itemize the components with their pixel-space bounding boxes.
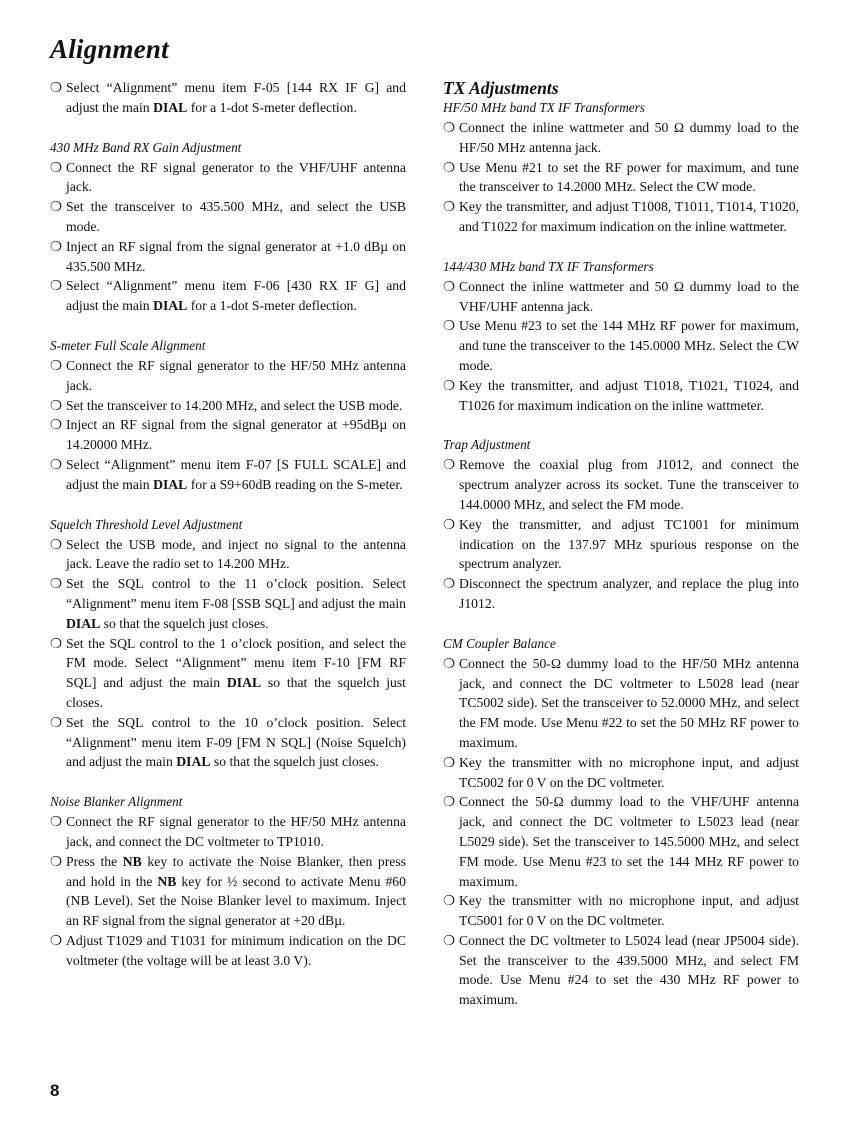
item-text [66,636,406,710]
checkbox-circle-icon: ❍ [443,377,456,393]
text-run: Key the transmitter, and adjust T1008, T1011, T1014, T1020, and T1022 for maximum indication on the inline wattmeter. [459,199,799,234]
checklist-item [50,415,406,455]
item-text [459,160,799,195]
text-run: key for ½ second to activate Menu #60 (NB Level). Set the Noise Blanker level to maximum. Inject an RF signal from the signal generator at +20 dBµ. [66,873,406,929]
checkbox-circle-icon: ❍ [443,278,456,294]
text-run: Set the transceiver to 14.200 MHz, and select the USB mode. [66,397,403,413]
checklist-item [443,316,799,375]
item-text [459,457,799,512]
checkbox-circle-icon: ❍ [50,80,63,95]
text-run: Connect the 50-Ω dummy load to the HF/50 MHz antenna jack, and connect the DC voltmeter to L5028 lead (near TC5002 side). Set the transceiver to 52.0000 MHz, and select the FM mode. Use Menu #22 to set the 50 MHz RF power to maximum. [459,655,799,750]
item-text [459,279,799,314]
item-text [459,517,799,572]
checklist-item [443,753,799,793]
text-run: Connect the 50-Ω dummy load to the VHF/UHF antenna jack, and connect the DC voltmeter to L5023 lead (near L5029 side). Set the transceiver to 145.5000 MHz, and select FM mode. Use Menu #23 to set the 144 MHz RF power to maximum. [459,794,799,889]
checkbox-circle-icon: ❍ [50,536,63,552]
checkbox-circle-icon: ❍ [50,853,63,869]
text-run: Set the SQL control to the 1 o’clock position, and select the FM mode. Select “Alignment” menu item F-10 [FM RF SQL] and adjust the main [66,635,406,691]
checklist-item [50,455,406,495]
item-text [66,160,406,195]
item-text [66,239,406,274]
text-run: Key the transmitter with no microphone input, and adjust TC5002 for 0 V on the DC voltmeter. [459,754,799,790]
item-text [66,715,406,770]
checklist-item [443,931,799,1010]
checkbox-circle-icon: ❍ [443,159,456,175]
checklist-item [50,852,406,931]
checklist-item [50,396,406,416]
checklist-item [50,535,406,575]
item-text [459,933,799,1007]
section-heading-right-2: Trap Adjustment [443,437,531,453]
text-run: Remove the coaxial plug from J1012, and connect the spectrum analyzer across its socket. Tune the transceiver to 144.0000 MHz, and select the FM mode. [459,457,799,512]
item-text [459,199,799,234]
item-text [459,378,799,413]
checklist-item [443,891,799,931]
text-run: Press the [66,853,123,869]
item-text [459,893,799,928]
section-heading-right-3: CM Coupler Balance [443,635,556,651]
checklist-item [443,654,799,753]
item-text [459,755,799,790]
item-text [66,398,402,413]
text-run: Use Menu #23 to set the 144 MHz RF power for maximum, and tune the transceiver to the 145.0000 MHz. Select the CW mode. [459,318,799,373]
item-text [66,933,406,968]
item-text [459,794,799,888]
bold-keyword: DIAL [66,615,101,631]
checkbox-circle-icon: ❍ [50,456,63,472]
text-run: for a 1-dot S-meter deflection. [187,298,357,314]
text-run: Connect the DC voltmeter to L5024 lead (near JP5004 side). Set the transceiver to the 439.5000 MHz, and select FM mode. Use Menu #24 to set the 430 MHz RF power to maximum. [459,932,799,1008]
item-text [66,358,406,393]
right-column [443,78,799,1010]
item-text [66,457,406,492]
text-run: for a 1-dot S-meter deflection. [187,99,357,115]
item-text [66,576,406,631]
text-run: Select the USB mode, and inject no signal to the antenna jack. Leave the radio set to 14.200 MHz. [66,536,406,572]
checkbox-circle-icon: ❍ [50,635,63,651]
section-heading-right-0: HF/50 MHz band TX IF Transformers [443,100,645,115]
text-run: so that the squelch just closes. [210,754,379,770]
item-text [459,120,799,155]
checkbox-circle-icon: ❍ [50,278,63,294]
checklist-item [50,158,406,198]
bold-keyword: DIAL [176,754,211,770]
item-text [66,80,406,115]
checklist-item [50,276,406,316]
page-number: 8 [50,1081,60,1100]
checkbox-circle-icon: ❍ [443,576,456,592]
checklist-item [443,118,799,158]
text-run: Connect the inline wattmeter and 50 Ω dummy load to the VHF/UHF antenna jack. [459,278,799,314]
checkbox-circle-icon: ❍ [443,199,456,215]
checklist-item [50,356,406,396]
checkbox-circle-icon: ❍ [50,159,63,175]
text-run: Set the SQL control to the 10 o’clock position. Select “Alignment” menu item F-09 [FM N SQL] (Noise Squelch) and adjust the main [66,714,406,770]
item-text [66,278,406,313]
bold-keyword: NB [122,853,142,869]
checkbox-circle-icon: ❍ [443,318,456,334]
text-run: Connect the RF signal generator to the VHF/UHF antenna jack. [66,159,406,195]
checklist-item [443,792,799,891]
tx-adjustments-title: TX Adjustments [443,78,559,98]
checkbox-circle-icon: ❍ [50,357,63,373]
text-run: Inject an RF signal from the signal generator at +1.0 dBµ on 435.500 MHz. [66,238,406,274]
section-heading-left-4: Noise Blanker Alignment [50,794,183,810]
checklist-item [50,812,406,852]
section-heading-left-3: Squelch Threshold Level Adjustment [50,516,243,532]
checklist-item [50,197,406,237]
checkbox-circle-icon: ❍ [50,417,63,433]
text-run: Select “Alignment” menu item F-07 [S FULL SCALE] and adjust the main [66,456,406,492]
item-text [66,417,406,452]
text-run: Select “Alignment” menu item F-06 [430 RX IF G] and adjust the main [66,278,406,314]
section-heading-right-1: 144/430 MHz band TX IF Transformers [443,258,654,274]
checklist-item [443,158,799,198]
text-run: Select “Alignment” menu item F-05 [144 RX IF G] and adjust the main [66,80,406,115]
checklist-item [50,634,406,713]
text-run: Connect the RF signal generator to the HF/50 MHz antenna jack. [66,357,406,393]
text-run: so that the squelch just closes. [66,675,406,710]
checkbox-circle-icon: ❍ [50,397,63,413]
checkbox-circle-icon: ❍ [50,199,63,215]
text-run: Disconnect the spectrum analyzer, and replace the plug into J1012. [459,576,799,611]
page-title: Alignment [50,34,169,64]
text-run: so that the squelch just closes. [100,615,269,631]
item-text [66,537,406,572]
text-run: Key the transmitter with no microphone input, and adjust TC5001 for 0 V on the DC voltmeter. [459,893,799,929]
checklist-item [50,574,406,633]
bold-keyword: DIAL [153,298,188,314]
text-run: Inject an RF signal from the signal generator at +95dBµ on 14.20000 MHz. [66,417,406,453]
item-text [66,199,406,234]
checkbox-circle-icon: ❍ [443,932,456,948]
text-run: Set the SQL control to the 11 o’clock position. Select “Alignment” menu item F-08 [SSB SQL] and adjust the main [66,576,406,611]
checkbox-circle-icon: ❍ [443,516,456,532]
left-column [50,78,406,970]
checkbox-circle-icon: ❍ [443,754,456,770]
checklist-item [50,713,406,772]
item-text [66,814,406,849]
text-run: for a S9+60dB reading on the S-meter. [187,476,403,492]
checklist-item [443,197,799,237]
checkbox-circle-icon: ❍ [443,794,456,810]
checklist-item [443,574,799,614]
checkbox-circle-icon: ❍ [50,932,63,948]
bold-keyword: DIAL [153,99,188,115]
checklist-item [50,237,406,277]
checkbox-circle-icon: ❍ [50,576,63,592]
checklist-item [443,277,799,317]
checklist-item [443,376,799,416]
item-text [459,576,799,611]
text-run: Connect the RF signal generator to the HF/50 MHz antenna jack, and connect the DC voltmeter to TP1010. [66,814,406,849]
checkbox-circle-icon: ❍ [443,120,456,135]
item-text [459,656,799,750]
checkbox-circle-icon: ❍ [443,893,456,909]
checkbox-circle-icon: ❍ [443,655,456,671]
bold-keyword: DIAL [226,675,262,691]
text-run: Adjust T1029 and T1031 for minimum indication on the DC voltmeter (the voltage will be at least 3.0 V). [66,932,406,968]
text-run: Set the transceiver to 435.500 MHz, and select the USB mode. [66,199,406,234]
text-run: Connect the inline wattmeter and 50 Ω dummy load to the HF/50 MHz antenna jack. [459,120,799,155]
item-text [459,318,799,373]
bold-keyword: DIAL [153,476,188,492]
checkbox-circle-icon: ❍ [443,457,456,473]
checkbox-circle-icon: ❍ [50,238,63,254]
section-heading-left-2: S-meter Full Scale Alignment [50,337,206,353]
item-text [66,854,406,928]
text-run: Key the transmitter, and adjust TC1001 for minimum indication on the 137.97 MHz spurious response on the spectrum analyzer. [459,516,799,572]
text-run: Use Menu #21 to set the RF power for maximum, and tune the transceiver to 14.2000 MHz. Select the CW mode. [459,159,799,195]
text-run: Key the transmitter, and adjust T1018, T1021, T1024, and T1026 for maximum indication on the inline wattmeter. [459,377,799,413]
checklist-item [443,515,799,574]
checklist-item [50,931,406,971]
checkbox-circle-icon: ❍ [50,814,63,830]
checklist-item [443,455,799,514]
bold-keyword: NB [157,873,177,889]
checklist-item [50,78,406,118]
text-run: key to activate the Noise Blanker, then press and hold in the [66,853,407,889]
checkbox-circle-icon: ❍ [50,714,63,730]
section-heading-left-1: 430 MHz Band RX Gain Adjustment [50,139,242,155]
